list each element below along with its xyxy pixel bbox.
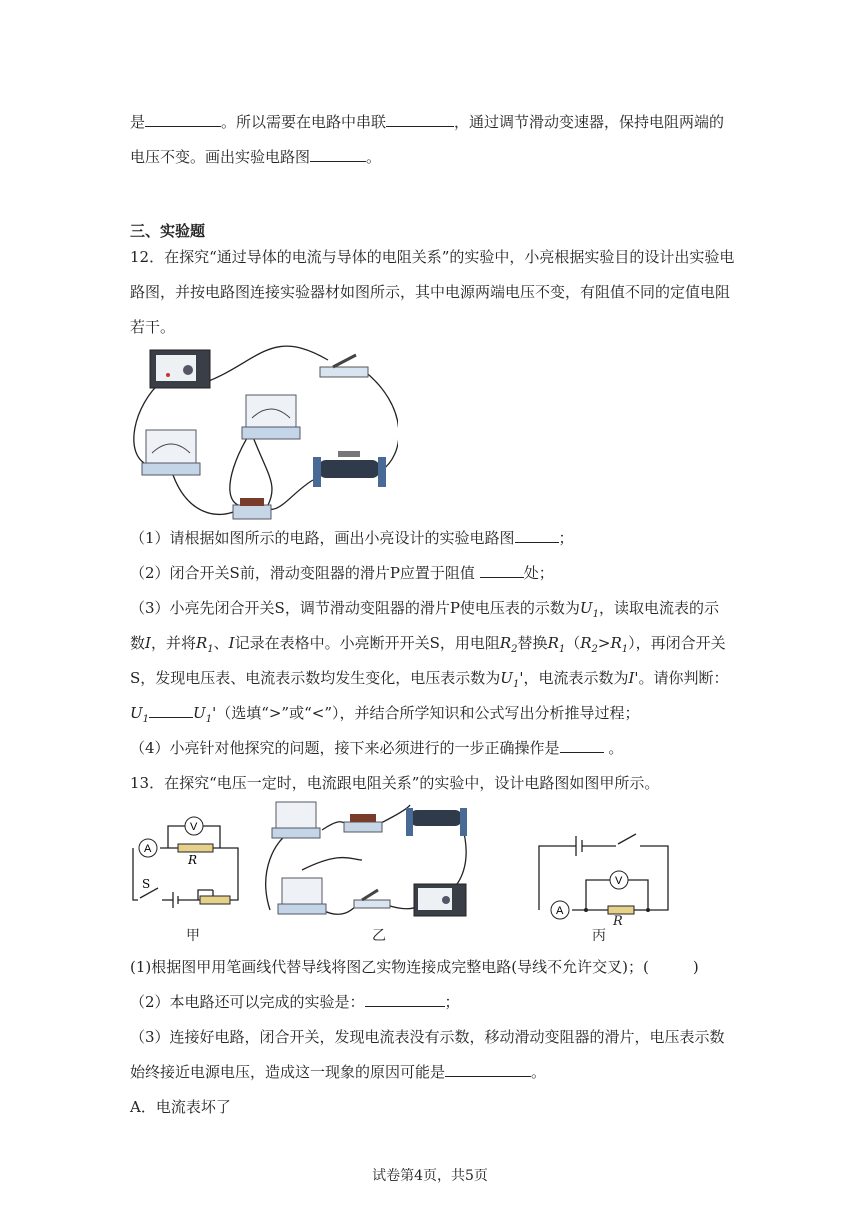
q13-option-a[interactable]: A．电流表坏了: [130, 1098, 231, 1116]
blank[interactable]: [145, 111, 221, 127]
q13-circuit-bing: [536, 830, 671, 920]
fig-label-bing: 丙: [592, 928, 606, 944]
q13-circuit-jia: [128, 812, 243, 912]
top-line-1: 是 。所以需要在电路中串联 ，通过调节滑动变速器，保持电阻两端的: [130, 113, 725, 131]
q12-line-2: 路图，并按电路图连接实验器材如图所示，其中电源两端电压不变，有阻值不同的定值电阻: [130, 283, 731, 301]
svg-text:A: A: [144, 843, 152, 855]
blank[interactable]: [560, 737, 604, 753]
q13-sub-2: （2）本电路还可以完成的实验是： ；: [130, 993, 460, 1011]
q12-sub-3-line-4: $U_1$ $U_1'$（选填“>”或“<”），并结合所学知识和公式写出分析推导过程；: [130, 704, 640, 725]
q13-apparatus-yi: [262, 800, 472, 925]
q13-sub-3-line-1: （3）连接好电路，闭合开关，发现电流表没有示数，移动滑动变阻器的滑片，电压表示数: [130, 1028, 725, 1046]
blank[interactable]: [310, 146, 366, 162]
blank[interactable]: [515, 527, 559, 543]
q13-r-label-bing: R: [613, 914, 623, 929]
q12-line-1: 12．在探究“通过导体的电流与导体的电阻关系”的实验中，小亮根据实验目的设计出实验电: [130, 248, 735, 266]
q12-sub-4: （4）小亮针对他探究的问题，接下来必须进行的一步正确操作是 。: [130, 739, 624, 757]
svg-text:V: V: [615, 875, 623, 887]
blank[interactable]: [480, 562, 524, 578]
q13-line-1: 13．在探究“电压一定时，电流跟电阻关系”的实验中，设计电路图如图甲所示。: [130, 774, 660, 792]
fig-label-yi: 乙: [372, 928, 386, 944]
page-footer: 试卷第4页，共5页: [372, 1168, 488, 1184]
q12-sub-3-line-1: （3）小亮先闭合开关S，调节滑动变阻器的滑片P使电压表的示数为$U_1$，读取电流表的示: [130, 599, 719, 620]
q12-apparatus-figure: [128, 345, 398, 520]
blank[interactable]: [365, 991, 445, 1007]
svg-text:R: R: [188, 853, 198, 867]
q12-line-3: 若干。: [130, 318, 176, 336]
svg-text:V: V: [190, 821, 198, 833]
top-line-2: 电压不变。画出实验电路图 。: [130, 148, 382, 166]
q13-sub-1: (1)根据图甲用笔画线代替导线将图乙实物连接成完整电路(导线不允许交叉)；( ): [130, 958, 699, 976]
q12-sub-2: （2）闭合开关S前，滑动变阻器的滑片P应置于阻值 处；: [130, 564, 554, 582]
q13-sub-3-line-2: 始终接近电源电压，造成这一现象的原因可能是 。: [130, 1063, 547, 1081]
blank[interactable]: [149, 702, 193, 718]
svg-text:S: S: [142, 877, 151, 891]
section-title: 三、实验题: [130, 222, 206, 240]
fig-label-jia: 甲: [186, 928, 200, 944]
q12-sub-3-line-3: S，发现电压表、电流表示数均发生变化，电压表示数为$U_1'$，电流表示数为I'。请你判断：: [130, 669, 729, 690]
blank[interactable]: [445, 1061, 531, 1077]
blank[interactable]: [386, 111, 454, 127]
q12-sub-3-line-2: 数I，并将$R_1$、I记录在表格中。小亮断开开关S，用电阻$R_2$替换$R_1(R_2>R_1)$，再闭合开关: [130, 634, 726, 655]
svg-text:A: A: [556, 905, 564, 917]
q12-sub-1: （1）请根据如图所示的电路，画出小亮设计的实验电路图 ；: [130, 529, 574, 547]
